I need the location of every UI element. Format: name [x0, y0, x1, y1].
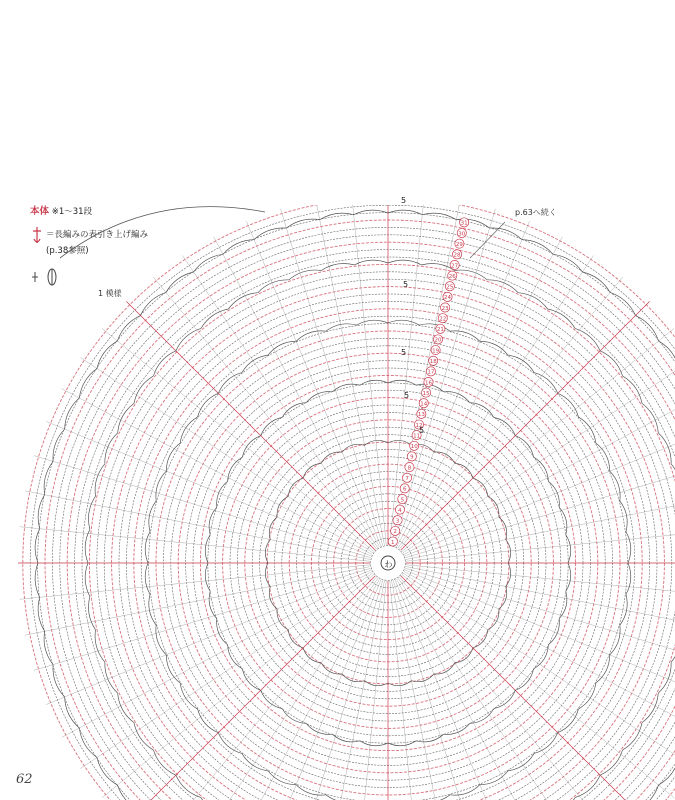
scallop-arc	[117, 316, 140, 341]
scallop-arc	[134, 376, 153, 403]
chart-ring	[52, 227, 675, 800]
scallop-arc	[194, 254, 223, 272]
chart-radial	[402, 421, 675, 556]
chart-radial	[399, 277, 622, 549]
scallop-arc	[176, 328, 201, 350]
scallop-arc	[553, 254, 582, 272]
scallop-arc	[261, 690, 282, 708]
scallop-arc	[153, 351, 175, 376]
chart-radial	[399, 577, 622, 800]
chart-radial	[102, 328, 374, 551]
chart-radials	[18, 193, 675, 800]
scallop-arc	[201, 309, 228, 328]
chart-radial	[80, 357, 373, 553]
repeat-mark: 5	[403, 280, 409, 289]
scallop-arc	[97, 341, 117, 369]
scallop-arc	[600, 750, 622, 775]
round-number: 8	[407, 465, 412, 472]
chart-ring	[60, 235, 675, 800]
scallop-arc	[242, 436, 260, 457]
scallop-arc	[228, 293, 257, 309]
round-number: 13	[417, 412, 425, 419]
round-number: 20	[434, 337, 442, 344]
legend-header: 本体	[30, 206, 50, 217]
round-number: 16	[424, 380, 432, 387]
scallop-arc	[268, 771, 296, 785]
center-label: わ	[384, 560, 393, 569]
scallop-arc	[166, 272, 194, 292]
chart-radial	[405, 568, 675, 670]
scallop-arc	[548, 309, 575, 328]
scallop-arc	[582, 272, 610, 292]
scallop-arc	[623, 723, 642, 750]
scallop-arc	[515, 436, 533, 457]
chart-radial	[153, 277, 376, 549]
scallop-arc	[79, 369, 97, 398]
scallop-arc	[642, 693, 658, 722]
round-number: 9	[410, 454, 414, 461]
round-number: 4	[398, 507, 402, 514]
round-number: 27	[451, 263, 459, 270]
round-number: 6	[402, 486, 407, 493]
repeat-mark: 5	[404, 391, 410, 400]
repeat-label: 1 模様	[98, 289, 122, 298]
chart-radial	[102, 574, 374, 797]
chart-radial	[153, 577, 376, 800]
round-number: 29	[455, 241, 463, 248]
scallop-arc	[558, 709, 579, 733]
chart-radial	[401, 576, 650, 800]
legend-symbol-ref: (p.38参照)	[46, 246, 89, 256]
round-number: 23	[441, 305, 449, 312]
scallop-arc	[610, 292, 635, 315]
scallop-arc	[88, 496, 95, 529]
chart-radial	[281, 209, 383, 546]
round-number: 1	[391, 539, 395, 546]
scallop-arc	[166, 655, 180, 683]
repeat-mark: 5	[401, 348, 407, 357]
scallop-arc	[575, 775, 600, 797]
scallop-arc	[95, 464, 105, 496]
scallop-arc	[332, 734, 359, 742]
scallop-arc	[153, 750, 175, 775]
scallop-arc	[176, 775, 201, 797]
scallop-arc	[494, 690, 515, 708]
chart-radial	[126, 301, 375, 550]
scallop-arc	[494, 417, 515, 435]
round-number: 14	[420, 401, 428, 408]
scallop-arc	[134, 723, 153, 750]
repeat-bracket	[60, 207, 265, 258]
scallop-arc	[198, 393, 219, 417]
scallop-arc	[388, 260, 422, 265]
scallop-arc	[38, 495, 45, 529]
scallop-arc	[600, 351, 622, 376]
scallop-arc	[626, 532, 631, 563]
round-number: 28	[453, 252, 461, 259]
chart-radial	[402, 456, 675, 558]
scallop-arc	[289, 270, 321, 280]
scallop-arc	[117, 785, 140, 800]
chart-radial	[34, 568, 371, 670]
chart-radial	[182, 255, 378, 548]
scallop-arc	[320, 213, 354, 220]
scallop-arc	[642, 403, 658, 432]
round-number: 15	[422, 390, 430, 397]
scallop-arc	[44, 631, 53, 664]
chart-radial	[404, 389, 675, 555]
scallop-arc	[575, 328, 600, 350]
scallop-arc	[65, 697, 80, 728]
scallop-arc	[38, 597, 45, 631]
round-number: 30	[458, 231, 466, 238]
page-number: 62	[16, 772, 33, 787]
chart-radial	[404, 571, 675, 737]
scallop-arc	[95, 630, 105, 662]
scallop-arc	[145, 532, 150, 563]
round-number: 19	[432, 348, 440, 355]
scallop-arc	[626, 563, 631, 594]
scallop-arc	[254, 228, 286, 240]
scallop-arc	[422, 213, 456, 220]
scallop-arc	[79, 728, 97, 757]
scallop-arc	[141, 292, 166, 315]
chart-radial	[393, 209, 495, 546]
scallop-arc	[518, 293, 547, 309]
scallop-arc	[88, 597, 95, 630]
scallop-arc	[118, 693, 134, 722]
scallop-arc	[242, 669, 260, 690]
round-number: 26	[448, 273, 456, 280]
scallop-arc	[635, 316, 658, 341]
scallop-arc	[534, 733, 558, 754]
scallop-arc	[65, 398, 80, 429]
round-number: 22	[439, 316, 447, 323]
scallop-arc	[360, 741, 388, 746]
round-number: 3	[395, 518, 400, 525]
legend-range: ※1～31段	[51, 207, 93, 217]
scallop-arc	[286, 219, 319, 228]
round-number: 21	[436, 327, 444, 334]
round-number: 31	[460, 220, 468, 227]
chart-radial	[214, 237, 380, 547]
chart-radial	[405, 570, 675, 705]
round-number: 11	[413, 433, 421, 440]
scallop-arc	[360, 380, 388, 385]
chart-radial	[25, 567, 370, 636]
chart-ring	[30, 205, 675, 800]
round-number: 10	[410, 444, 418, 451]
scallop-arc	[522, 240, 553, 255]
round-number: 2	[393, 529, 397, 536]
scallop-arc	[53, 429, 65, 461]
round-number: 12	[415, 422, 423, 429]
scallop-arc	[97, 757, 117, 785]
legend-symbol-note: ＝長編みの表引き上げ編み	[46, 229, 149, 240]
chart-radial	[80, 573, 373, 769]
round-number: 17	[427, 369, 435, 376]
round-number: 24	[444, 295, 452, 302]
round-number: 5	[400, 497, 405, 504]
repeat-mark: 5	[401, 196, 407, 205]
round-number: 18	[429, 358, 437, 365]
scallop-arc	[455, 270, 487, 280]
scallop-arc	[53, 665, 65, 697]
chart-ring	[38, 213, 675, 800]
scallop-arc	[515, 669, 533, 690]
scallop-arc	[223, 240, 254, 255]
repeat-mark: 5	[419, 426, 425, 435]
round-number: 7	[405, 476, 409, 483]
round-number: 25	[446, 284, 454, 291]
scallop-arc	[480, 341, 508, 355]
chart-radial	[62, 389, 372, 555]
scallop-arc	[44, 461, 53, 494]
scallop-arc	[118, 403, 134, 432]
continue-label: p.63へ続く	[515, 208, 557, 217]
scallop-arc	[261, 417, 282, 435]
scallop-arc	[490, 228, 522, 240]
scallop-arc	[623, 376, 642, 403]
scallop-arc	[321, 263, 354, 270]
chart-radial	[34, 456, 371, 558]
chart-radial	[402, 574, 674, 797]
chart-ring	[89, 264, 675, 800]
chart-radial	[402, 328, 674, 551]
chart-radial	[62, 571, 372, 737]
